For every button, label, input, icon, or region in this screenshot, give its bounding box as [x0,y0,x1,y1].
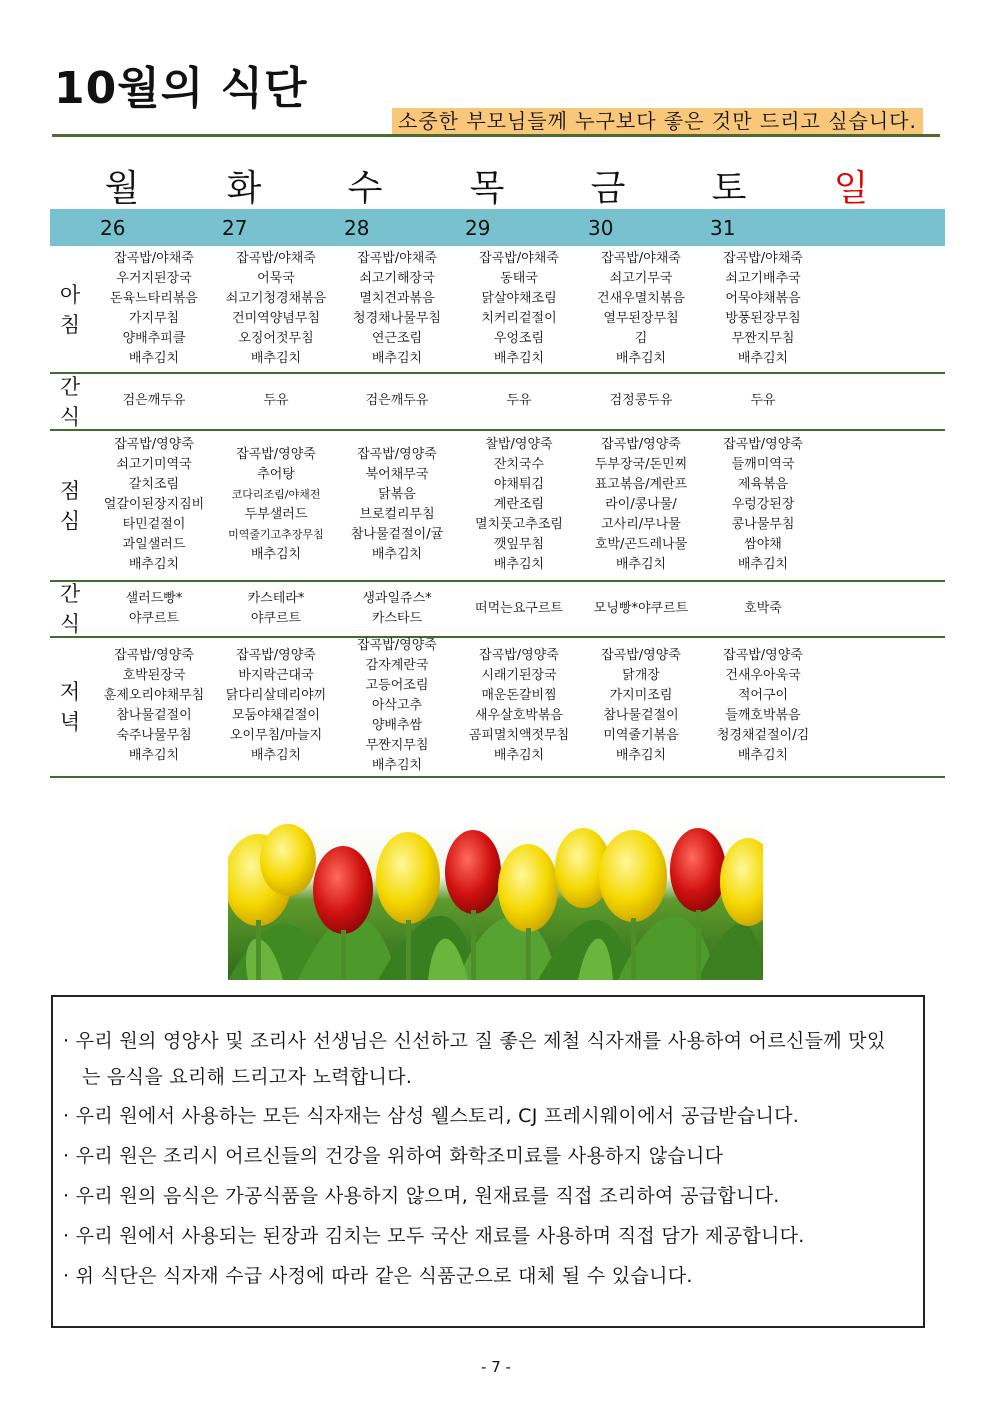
menu-item: 새우살호박볶음 [475,708,563,724]
breakfast-cell [95,249,213,369]
menu-item: 배추김치 [250,350,302,366]
menu-item: 아삭고추 [371,698,423,714]
menu-item: 검은깨두유 [122,393,186,409]
day-wed: 수 [347,168,383,209]
menu-item: 배추김치 [737,748,789,764]
dinner-cell [95,646,213,766]
menu-item: 샐러드빵* [125,590,183,606]
menu-item: 카스타드 [371,610,423,626]
menu-item: 시래기된장국 [481,668,557,684]
day-fri: 금 [590,168,626,209]
menu-item: 잡곡밥/야채죽 [236,250,316,266]
menu-item: 두유 [263,393,289,409]
menu-item: 야쿠르트 [250,610,302,626]
menu-item: 고사리/무나물 [601,516,681,532]
day-thu: 목 [469,168,505,209]
menu-item: 닭살야채조림 [481,290,557,306]
title-divider [52,134,940,137]
menu-item: 야채튀김 [493,476,545,492]
menu-item: 배추김치 [250,546,302,562]
menu-item: 닭개장 [622,668,660,684]
menu-item: 찰밥/영양죽 [485,436,553,452]
menu-item: 배추김치 [128,556,180,572]
dinner-cell [217,646,335,766]
menu-item: 브로컬리무침 [359,506,435,522]
day-sat: 토 [711,168,747,209]
menu-item: 청경채나물무침 [353,310,441,326]
menu-item: 들깨미역국 [731,456,795,472]
menu-item: 잡곡밥/영양죽 [357,638,437,654]
morning-snack-cell [217,391,335,411]
menu-item: 배추김치 [128,748,180,764]
menu-item: 멸치견과볶음 [359,290,435,306]
lunch-cell [582,435,700,575]
menu-item: 두유 [750,393,776,409]
menu-item: 떠먹는요구르트 [475,600,563,616]
menu-item: 감자계란국 [365,658,429,674]
menu-item: 잡곡밥/야채죽 [114,250,194,266]
date-fri: 30 [588,216,614,240]
row-divider [50,776,945,778]
menu-item: 모둠야채겉절이 [232,708,320,724]
menu-item: 고등어조림 [365,678,429,694]
morning-snack-cell [338,391,456,411]
menu-item: 미역줄기고추장무침 [228,527,324,541]
menu-item: 건미역양념무침 [232,310,320,326]
menu-item: 건새우아욱국 [725,668,801,684]
menu-item: 건새우멸치볶음 [597,290,685,306]
day-mon: 월 [104,168,140,209]
menu-item: 배추김치 [128,350,180,366]
dinner-cell [582,646,700,766]
afternoon-snack-cell [582,599,700,619]
menu-item: 열무된장무침 [603,310,679,326]
lunch-cell [460,435,578,575]
row-divider [50,429,945,431]
morning-snack-cell [704,391,822,411]
menu-item: 북어채무국 [365,466,429,482]
afternoon-snack-cell [704,599,822,619]
menu-item: 무짠지무침 [731,330,795,346]
breakfast-label [52,280,88,340]
menu-item: 갈치조림 [128,476,180,492]
menu-item: 닭다리살데리야끼 [225,688,327,704]
notice-line: · 우리 원의 영양사 및 조리사 선생님은 신선하고 질 좋은 제철 식자재를 사용하여 어르신들께 맛있 [63,1030,886,1052]
menu-item: 모닝빵*야쿠르트 [593,600,689,616]
notice-line: 는 음식을 요리해 드리고자 노력합니다. [63,1066,413,1088]
dinner-cell [460,646,578,766]
date-tue: 27 [222,216,248,240]
menu-item: 콩나물무침 [731,516,795,532]
breakfast-cell [217,249,335,369]
menu-item: 잡곡밥/영양죽 [357,446,437,462]
lunch-cell [95,435,213,575]
menu-item: 우거지된장국 [116,270,192,286]
lunch-cell [704,435,822,575]
menu-item: 두부샐러드 [244,506,308,522]
menu-item: 배추김치 [737,556,789,572]
morning-snack-label-char: 간 [59,374,81,399]
menu-item: 잡곡밥/영양죽 [114,436,194,452]
page-number: - 7 - [481,1358,511,1376]
menu-item: 잡곡밥/영양죽 [723,648,803,664]
menu-item: 배추김치 [493,556,545,572]
menu-item: 검정콩두유 [609,393,673,409]
menu-item: 배추김치 [250,748,302,764]
row-divider [50,372,945,374]
afternoon-snack-cell [95,589,213,629]
menu-item: 양배추피클 [122,330,186,346]
menu-item: 배추김치 [371,546,423,562]
menu-item: 우렁강된장 [731,496,795,512]
menu-item: 배추김치 [737,350,789,366]
date-mon: 26 [100,216,126,240]
menu-item: 돈육느타리볶음 [110,290,198,306]
menu-item: 청경채겉절이/김 [716,728,810,744]
menu-item: 잡곡밥/영양죽 [236,446,316,462]
menu-item: 미역줄기볶음 [603,728,679,744]
notice-line: · 우리 원은 조리시 어르신들의 건강을 위하여 화학조미료를 사용하지 않습니다 [63,1145,724,1167]
breakfast-label-char: 침 [59,312,81,337]
lunch-cell [338,445,456,565]
lunch-label-char: 심 [59,508,81,533]
menu-item: 쇠고기청경채볶음 [225,290,327,306]
menu-item: 타민겉절이 [122,516,186,532]
menu-item: 연근조림 [371,330,423,346]
morning-snack-label [52,372,88,432]
breakfast-cell [338,249,456,369]
menu-item: 배추김치 [615,350,667,366]
afternoon-snack-label-char: 간 [59,582,81,606]
menu-item: 우엉조림 [493,330,545,346]
day-sun: 일 [833,168,869,209]
dinner-cell [704,646,822,766]
menu-item: 쌈야채 [744,536,782,552]
breakfast-cell [582,249,700,369]
menu-item: 잡곡밥/영양죽 [601,436,681,452]
menu-item: 쇠고기배추국 [725,270,801,286]
menu-item: 동태국 [500,270,538,286]
menu-item: 배추김치 [493,748,545,764]
menu-item: 잡곡밥/영양죽 [723,436,803,452]
menu-item: 라이/콩나물/ [605,496,677,512]
morning-snack-cell [460,391,578,411]
notice-line: · 우리 원에서 사용되는 된장과 김치는 모두 국산 재료를 사용하며 직접 담가 제공합니다. [63,1225,805,1247]
date-thu: 29 [465,216,491,240]
menu-item: 검은깨두유 [365,393,429,409]
menu-item: 바지락근대국 [238,668,314,684]
menu-item: 오이무침/마늘지 [229,728,323,744]
menu-item: 매운돈갈비찜 [481,688,557,704]
dinner-cell [338,636,456,776]
afternoon-snack-label [52,579,88,639]
lunch-cell [217,445,335,565]
menu-item: 쇠고기미역국 [116,456,192,472]
dinner-label-char: 저 [59,680,81,704]
menu-item: 곰피멸치액젓무침 [468,728,570,744]
lunch-label-char: 점 [59,478,81,503]
row-divider [50,636,945,638]
menu-item: 닭볶음 [378,486,416,502]
menu-item: 계란조림 [493,496,545,512]
menu-item: 잡곡밥/영양죽 [479,648,559,664]
menu-item: 참나물겉절이 [116,708,192,724]
morning-snack-cell [95,391,213,411]
page-title: 10월의 식단 [54,63,308,114]
menu-item: 무짠지무침 [365,738,429,754]
menu-item: 제육볶음 [737,476,789,492]
menu-item: 야쿠르트 [128,610,180,626]
menu-item: 깻잎무침 [493,536,545,552]
notice-box [51,995,925,1328]
menu-item: 쇠고기해장국 [359,270,435,286]
menu-item: 잡곡밥/영양죽 [601,648,681,664]
day-tue: 화 [226,168,262,209]
lunch-label [52,476,88,536]
menu-item: 잡곡밥/영양죽 [114,648,194,664]
menu-item: 잡곡밥/영양죽 [236,648,316,664]
menu-item: 배추김치 [615,556,667,572]
menu-item: 배추김치 [615,748,667,764]
dinner-label [52,677,88,737]
menu-item: 어묵야채볶음 [725,290,801,306]
menu-item: 잡곡밥/야채죽 [601,250,681,266]
breakfast-label-char: 아 [59,282,81,307]
menu-item: 참나물겉절이/귤 [350,526,444,542]
menu-item: 배추김치 [371,350,423,366]
menu-item: 배추김치 [371,758,423,774]
menu-item: 배추김치 [493,350,545,366]
notice-line: · 우리 원의 음식은 가공식품을 사용하지 않으며, 원재료를 직접 조리하여 공급합니다. [63,1185,780,1207]
page-subtitle: 소중한 부모님들께 누구보다 좋은 것만 드리고 싶습니다. [392,108,923,135]
date-bar [50,209,945,246]
menu-item: 참나물겉절이 [603,708,679,724]
menu-item: 두유 [506,393,532,409]
morning-snack-cell [582,391,700,411]
menu-item: 두부장국/돈민찌 [594,456,688,472]
menu-item: 적어구이 [737,688,789,704]
menu-item: 잔치국수 [493,456,545,472]
morning-snack-label-char: 식 [59,404,81,429]
notice-line: · 위 식단은 식자재 수급 사정에 따라 같은 식품군으로 대체 될 수 있습니다. [63,1265,693,1287]
row-divider [50,580,945,582]
menu-item: 가지미조림 [609,688,673,704]
menu-item: 추어탕 [257,466,295,482]
menu-item: 코다리조림/야채전 [231,487,321,501]
menu-item: 잡곡밥/야채죽 [723,250,803,266]
menu-item: 쇠고기무국 [609,270,673,286]
date-wed: 28 [344,216,370,240]
menu-item: 오징어젓무침 [238,330,314,346]
notice-line: · 우리 원에서 사용하는 모든 식자재는 삼성 웰스토리, CJ 프레시웨이에서 공급받습니다. [63,1105,800,1127]
menu-item: 김 [634,330,648,346]
afternoon-snack-cell [338,589,456,629]
afternoon-snack-cell [217,589,335,629]
menu-item: 치커리겉절이 [481,310,557,326]
breakfast-cell [460,249,578,369]
menu-item: 훈제오리야채무침 [103,688,205,704]
menu-item: 잡곡밥/야채죽 [357,250,437,266]
menu-item: 멸치풋고추조림 [475,516,563,532]
menu-item: 생과일쥬스* [362,590,432,606]
menu-item: 들깨호박볶음 [725,708,801,724]
menu-item: 호박죽 [744,600,782,616]
menu-item: 가지무침 [128,310,180,326]
menu-item: 카스테라* [247,590,305,606]
menu-item: 방풍된장무침 [725,310,801,326]
menu-item: 호박된장국 [122,668,186,684]
menu-item: 양배추쌈 [371,718,423,734]
menu-item: 호박/곤드레나물 [594,536,688,552]
breakfast-cell [704,249,822,369]
menu-item: 표고볶음/계란프 [594,476,688,492]
menu-item: 어묵국 [257,270,295,286]
dinner-label-char: 녁 [59,710,81,734]
menu-item: 얼갈이된장지짐비 [103,496,205,512]
weekday-header [52,160,944,209]
menu-item: 숙주나물무침 [116,728,192,744]
date-sat: 31 [710,216,736,240]
afternoon-snack-label-char: 식 [59,612,81,636]
tulip-photo [228,820,763,980]
afternoon-snack-cell [460,599,578,619]
menu-item: 과일샐러드 [122,536,186,552]
menu-item: 잡곡밥/야채죽 [479,250,559,266]
